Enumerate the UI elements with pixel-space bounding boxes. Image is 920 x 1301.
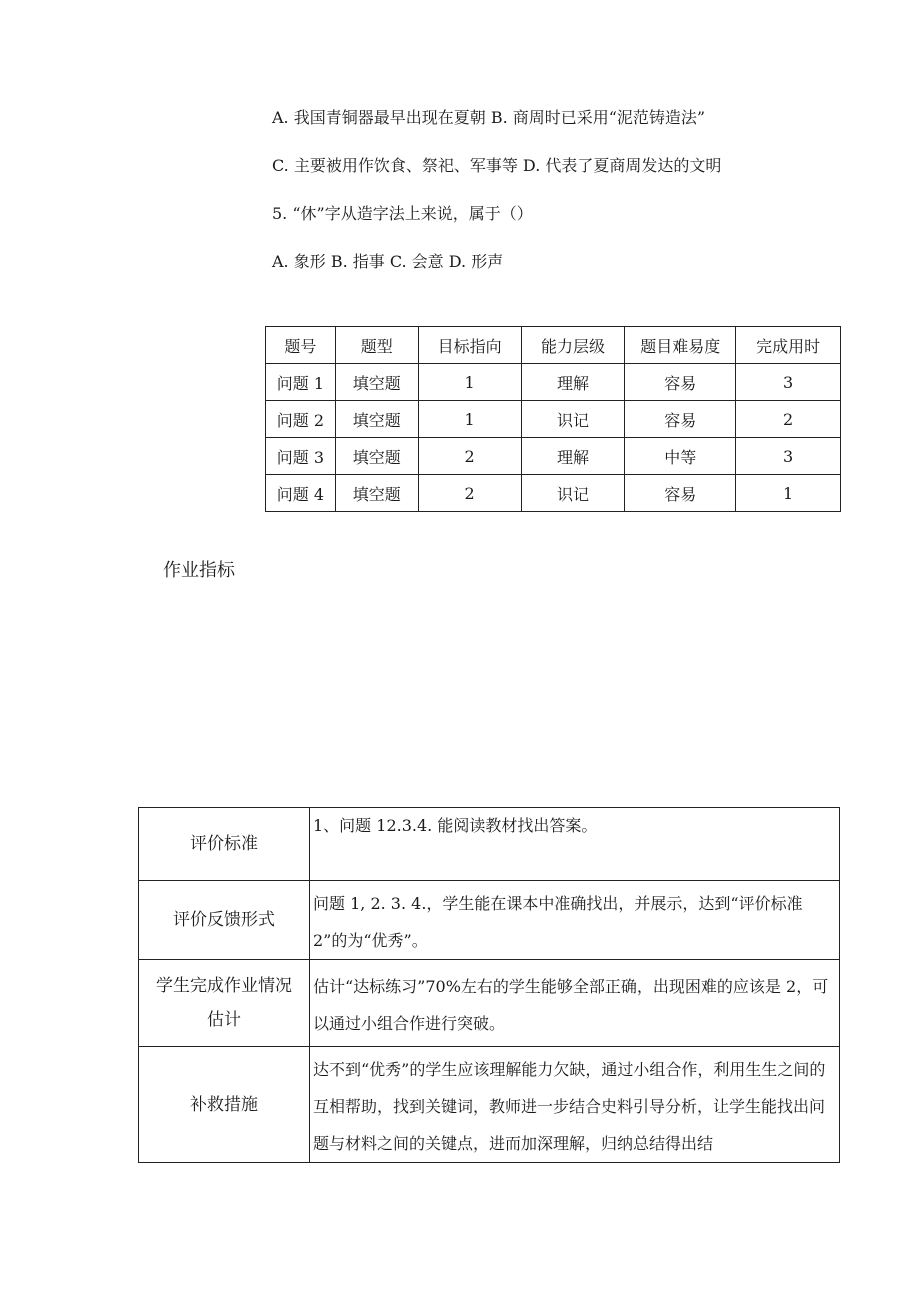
table-cell: 识记 <box>521 401 625 438</box>
table-cell: 填空题 <box>335 475 418 512</box>
evaluation-row-standard <box>139 808 840 881</box>
table-cell: 识记 <box>521 475 625 512</box>
evaluation-row-remedy <box>139 1047 840 1163</box>
row-label: 学生完成作业情况估计 <box>139 960 310 1047</box>
table-cell: 问题 4 <box>266 475 336 512</box>
table-cell: 3 <box>736 364 841 401</box>
table-row <box>266 475 841 512</box>
table-header-row <box>266 327 841 364</box>
header-cell: 题型 <box>335 327 418 364</box>
table-cell: 2 <box>418 438 521 475</box>
evaluation-table <box>138 807 840 1163</box>
table-cell: 2 <box>736 401 841 438</box>
q5-stem: 5. “休”字从造字法上来说，属于（） <box>272 204 533 223</box>
table-cell: 3 <box>736 438 841 475</box>
q4-options-line-2: C. 主要被用作饮食、祭祀、军事等 D. 代表了夏商周发达的文明 <box>272 156 722 175</box>
row-content: 1、问题 12.3.4. 能阅读教材找出答案。 <box>310 808 840 881</box>
row-label: 补救措施 <box>139 1047 310 1163</box>
header-cell: 完成用时 <box>736 327 841 364</box>
table-cell: 容易 <box>625 401 736 438</box>
header-cell: 能力层级 <box>521 327 625 364</box>
q5-options: A. 象形 B. 指事 C. 会意 D. 形声 <box>272 252 504 271</box>
row-content: 问题 1, 2. 3. 4.，学生能在课本中准确找出，并展示，达到“评价标准 2”的为“优秀”。 <box>310 881 840 960</box>
q4-options-line-1: A. 我国青铜器最早出现在夏朝 B. 商周时已采用“泥范铸造法” <box>272 108 706 127</box>
table-cell: 中等 <box>625 438 736 475</box>
table-cell: 填空题 <box>335 438 418 475</box>
table-cell: 填空题 <box>335 364 418 401</box>
evaluation-row-estimate <box>139 960 840 1047</box>
header-cell: 题号 <box>266 327 336 364</box>
table-cell: 填空题 <box>335 401 418 438</box>
section-title-homework-indicators: 作业指标 <box>163 560 235 581</box>
table-cell: 1 <box>736 475 841 512</box>
header-cell: 目标指向 <box>418 327 521 364</box>
table-cell: 问题 2 <box>266 401 336 438</box>
question-attributes-table <box>265 326 841 512</box>
table-row <box>266 401 841 438</box>
table-cell: 容易 <box>625 475 736 512</box>
table-cell: 1 <box>418 401 521 438</box>
row-content: 达不到“优秀”的学生应该理解能力欠缺，通过小组合作，利用生生之间的互相帮助，找到关键词，教师进一步结合史料引导分析，让学生能找出问题与材料之间的关键点，进而加深理解，归纳总结得出结 <box>310 1047 840 1163</box>
table-cell: 问题 1 <box>266 364 336 401</box>
row-label: 评价标准 <box>139 808 310 881</box>
table-cell: 理解 <box>521 364 625 401</box>
table-row <box>266 364 841 401</box>
table-row <box>266 438 841 475</box>
evaluation-row-feedback <box>139 881 840 960</box>
table-cell: 理解 <box>521 438 625 475</box>
table-cell: 1 <box>418 364 521 401</box>
table-cell: 2 <box>418 475 521 512</box>
table-cell: 容易 <box>625 364 736 401</box>
row-label: 评价反馈形式 <box>139 881 310 960</box>
row-content: 估计“达标练习”70%左右的学生能够全部正确，出现困难的应该是 2，可以通过小组合作进行突破。 <box>310 960 840 1047</box>
header-cell: 题目难易度 <box>625 327 736 364</box>
table-cell: 问题 3 <box>266 438 336 475</box>
